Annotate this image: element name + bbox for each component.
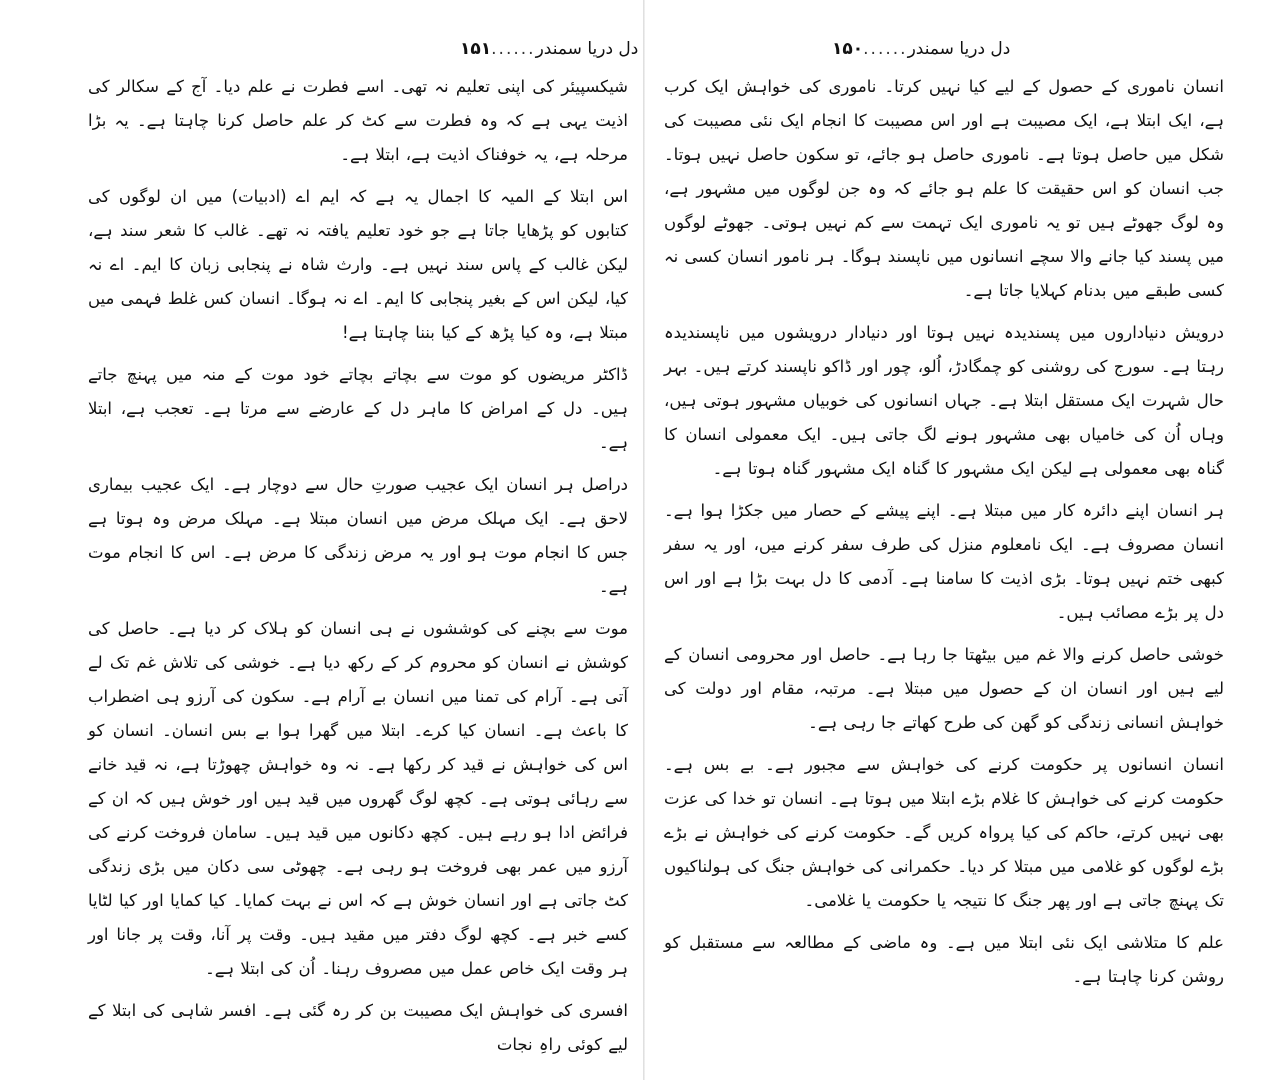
paragraph: ہر انسان اپنے دائرہ کار میں مبتلا ہے۔ اپنے پیشے کے حصار میں جکڑا ہوا ہے۔ انسان مصروف ہے۔ ایک نامعلوم منزل کی طرف سفر کرنے میں، اور یہ سفر کبھی ختم نہیں ہوتا۔ بڑی اذیت کا سامنا ہے۔ آدمی کا دل بہت بڑا ہے اور اس دل پر بڑے مصائب ہیں۔ xyxy=(664,501,1224,622)
running-title: دل دریا سمندر xyxy=(907,39,1011,59)
paragraph: دراصل ہر انسان ایک عجیب صورتِ حال سے دوچار ہے۔ ایک عجیب بیماری لاحق ہے۔ ایک مہلک مرض میں انسان مبتلا ہے۔ مہلک مرض وہ ہوتا ہے جس کا انجام موت ہو اور یہ مرض زندگی کا مرض ہے۔ اس کا انجام موت ہے۔ xyxy=(88,475,628,596)
paragraph: انسان انسانوں پر حکومت کرنے کی خواہش سے مجبور ہے۔ بے بس ہے۔ حکومت کرنے کی خواہش کا غلام بڑے ابتلا میں ہوتا ہے۔ انسان تو خدا کی عزت بھی نہیں کرتے، حاکم کی کیا پرواہ کریں گے۔ حکومت کرنے کی خواہش نے بڑے بڑے لوگوں کو غلامی میں مبتلا کر دیا۔ حکمرانی کی خواہش جنگ کی ہولناکیوں تک پہنچ جاتی ہے اور پھر جنگ کا نتیجہ یا حکومت یا غلامی۔ xyxy=(664,755,1224,910)
paragraph: انسان ناموری کے حصول کے لیے کیا نہیں کرتا۔ ناموری کی خواہش ایک کرب ہے، ایک ابتلا ہے، ایک مصیبت ہے اور اس مصیبت کا انجام ایک نئی مصیبت کی شکل میں حاصل ہوتا ہے۔ ناموری حاصل ہو جائے، تو سکون حاصل نہیں ہوتا۔ جب انسان کو اس حقیقت کا علم ہو جائے کہ وہ جن لوگوں میں مشہور ہے، وہ لوگ جھوٹے ہیں تو یہ ناموری ایک تہمت سے کم نہیں ہوتی۔ جھوٹے لوگوں میں پسند کیا جانے والا سچے انسانوں میں ناپسند ہوگا۔ ہر نامور انسان کسی نہ کسی طبقے میں بدنام کہلایا جاتا ہے۔ xyxy=(664,77,1224,300)
page-151 xyxy=(88,0,639,1080)
page-150 xyxy=(664,0,1224,1080)
page-number: ۱۵۰ xyxy=(832,39,864,59)
paragraph: درویش دنیاداروں میں پسندیدہ نہیں ہوتا اور دنیادار درویشوں میں ناپسندیدہ رہتا ہے۔ سورج کی روشنی کو چمگادڑ، اُلو، چور اور ڈاکو ناپسند کرتے ہیں۔ بہر حال شہرت ایک مستقل ابتلا ہے۔ جہاں انسانوں کی خوبیاں مشہور ہوتی ہیں، وہاں اُن کی خامیاں بھی مشہور ہونے لگ جاتی ہیں۔ ایک معمولی انسان کا گناہ بھی معمولی ہے لیکن ایک مشہور کا گناہ ایک مشہور گناہ ہوتا ہے۔ xyxy=(664,323,1224,478)
header-dots: ...... xyxy=(863,39,908,59)
paragraph: اس ابتلا کے المیہ کا اجمال یہ ہے کہ ایم اے (ادبیات) میں ان لوگوں کی کتابوں کو پڑھایا جاتا ہے جو خود تعلیم یافتہ نہ تھے۔ غالب کا شعر سند ہے، لیکن غالب کے پاس سند نہیں ہے۔ وارث شاہ نے پنجابی زبان کا ایم۔ اے نہ کیا، لیکن اس کے بغیر پنجابی کا ایم۔ اے نہ ہوگا۔ انسان کس غلط فہمی میں مبتلا ہے، وہ کیا پڑھ کے کیا بننا چاہتا ہے! xyxy=(88,187,628,342)
paragraph: خوشی حاصل کرنے والا غم میں بیٹھتا جا رہا ہے۔ حاصل اور محرومی انسان کے لیے ہیں اور انسان ان کے حصول میں مبتلا ہے۔ مرتبہ، مقام اور دولت کی خواہش انسانی زندگی کو گھن کی طرح کھاتے جا رہی ہے۔ xyxy=(664,645,1224,732)
page-body xyxy=(88,70,628,1070)
paragraph: ڈاکٹر مریضوں کو موت سے بچاتے بچاتے خود موت کے منہ میں پہنچ جاتے ہیں۔ دل کے امراض کا ماہر دل کے عارضے سے مرتا ہے۔ تعجب ہے، ابتلا ہے۔ xyxy=(88,365,628,452)
paragraph: افسری کی خواہش ایک مصیبت بن کر رہ گئی ہے۔ افسر شاہی کی ابتلا کے لیے کوئی راہِ نجات xyxy=(88,1001,628,1054)
book-gutter xyxy=(643,0,645,1080)
header-dots: ...... xyxy=(491,39,536,59)
paragraph: علم کا متلاشی ایک نئی ابتلا میں ہے۔ وہ ماضی کے مطالعہ سے مستقبل کو روشن کرنا چاہتا ہے۔ xyxy=(664,933,1224,986)
paragraph: موت سے بچنے کی کوششوں نے ہی انسان کو ہلاک کر دیا ہے۔ حاصل کی کوشش نے انسان کو محروم کر کے رکھ دیا ہے۔ خوشی کی تلاش غم تک لے آتی ہے۔ آرام کی تمنا میں انسان بے آرام ہے۔ سکون کی آرزو ہی اضطراب کا باعث ہے۔ انسان کیا کرے۔ ابتلا میں گھرا ہوا بے بس انسان۔ انسان کو اس کی خواہش نے قید کر رکھا ہے۔ نہ وہ خواہش چھوڑتا ہے، نہ قید خانے سے رہائی ہوتی ہے۔ کچھ لوگ گھروں میں قید ہیں اور خوش ہیں کہ ان کے فرائض ادا ہو رہے ہیں۔ کچھ دکانوں میں قید ہیں۔ سامان فروخت کرنے کی آرزو میں عمر بھی فروخت ہو رہی ہے۔ چھوٹی سی دکان میں بڑی زندگی کٹ جاتی ہے اور انسان خوش ہے کہ اس نے بہت کمایا۔ کیا کمایا اور کیا لٹایا کسے خبر ہے۔ کچھ لوگ دفتر میں مقید ہیں۔ وقت پر آنا، وقت پر جانا اور ہر وقت ایک خاص عمل میں مصروف رہنا۔ اُن کی ابتلا ہے۔ xyxy=(88,619,628,978)
page-header xyxy=(460,34,638,64)
running-title: دل دریا سمندر xyxy=(535,39,639,59)
page-number: ۱۵۱ xyxy=(460,39,492,59)
page-body xyxy=(664,70,1224,1002)
page-header xyxy=(832,34,1010,64)
paragraph: شیکسپیئر کی اپنی تعلیم نہ تھی۔ اسے فطرت نے علم دیا۔ آج کے سکالر کی اذیت یہی ہے کہ وہ فطرت سے کٹ کر علم حاصل کرنا چاہتا ہے۔ یہ بڑا مرحلہ ہے، یہ خوفناک اذیت ہے، ابتلا ہے۔ xyxy=(88,77,628,164)
